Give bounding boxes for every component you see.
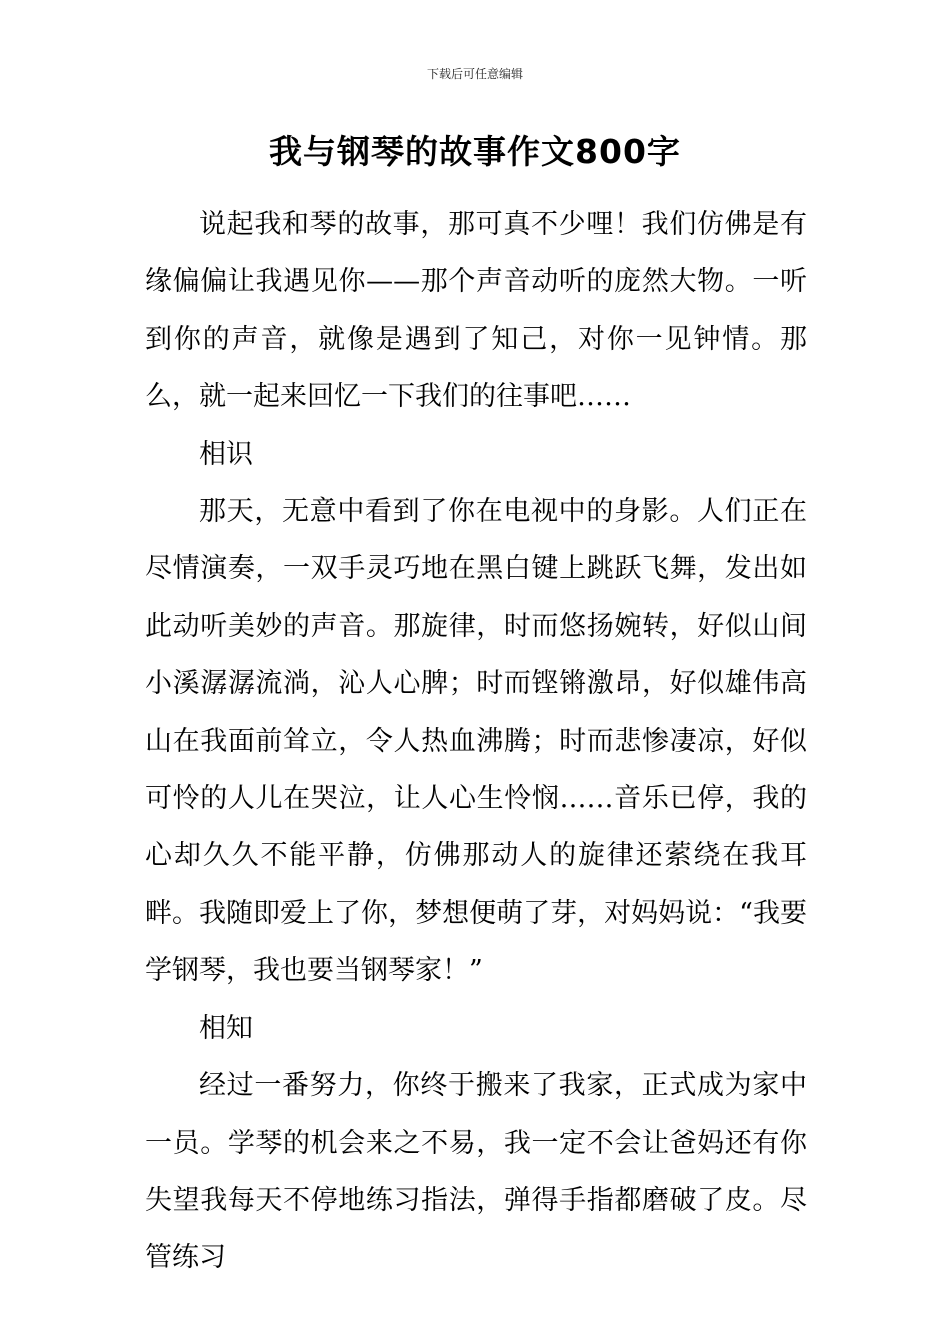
- paragraph-first-encounter: 那天，无意中看到了你在电视中的身影。人们正在尽情演奏，一双手灵巧地在黑白键上跳跃飞舞，发出如此动听美妙的声音。那旋律，时而悠扬婉转，好似山间小溪潺潺流淌，沁人心脾；时而铿锵激昂，好似雄伟高山在我面前耸立，令人热血沸腾；时而悲惨凄凉，好似可怜的人儿在哭泣，让人心生怜悯……音乐已停，我的心却久久不能平静，仿佛那动人的旋律还萦绕在我耳畔。我随即爱上了你，梦想便萌了芽，对妈妈说：“我要学钢琴，我也要当钢琴家！”: [145, 496, 807, 987]
- header-note: 下载后可任意编辑: [426, 67, 523, 81]
- document-title: 我与钢琴的故事作文800字: [269, 132, 681, 171]
- paragraph-intro: 说起我和琴的故事，那可真不少哩！我们仿佛是有缘偏偏让我遇见你——那个声音动听的庞然大物。一听到你的声音，就像是遇到了知己，对你一见钟情。那么，就一起来回忆一下我们的往事吧……: [145, 209, 807, 413]
- section-heading-acquaintance: 相识: [199, 438, 253, 470]
- section-heading-understanding: 相知: [199, 1012, 253, 1044]
- body-text: [145, 196, 807, 1287]
- paragraph-practice: 经过一番努力，你终于搬来了我家，正式成为家中一员。学琴的机会来之不易，我一定不会让爸妈还有你失望我每天不停地练习指法，弹得手指都磨破了皮。尽管练习: [145, 1070, 807, 1274]
